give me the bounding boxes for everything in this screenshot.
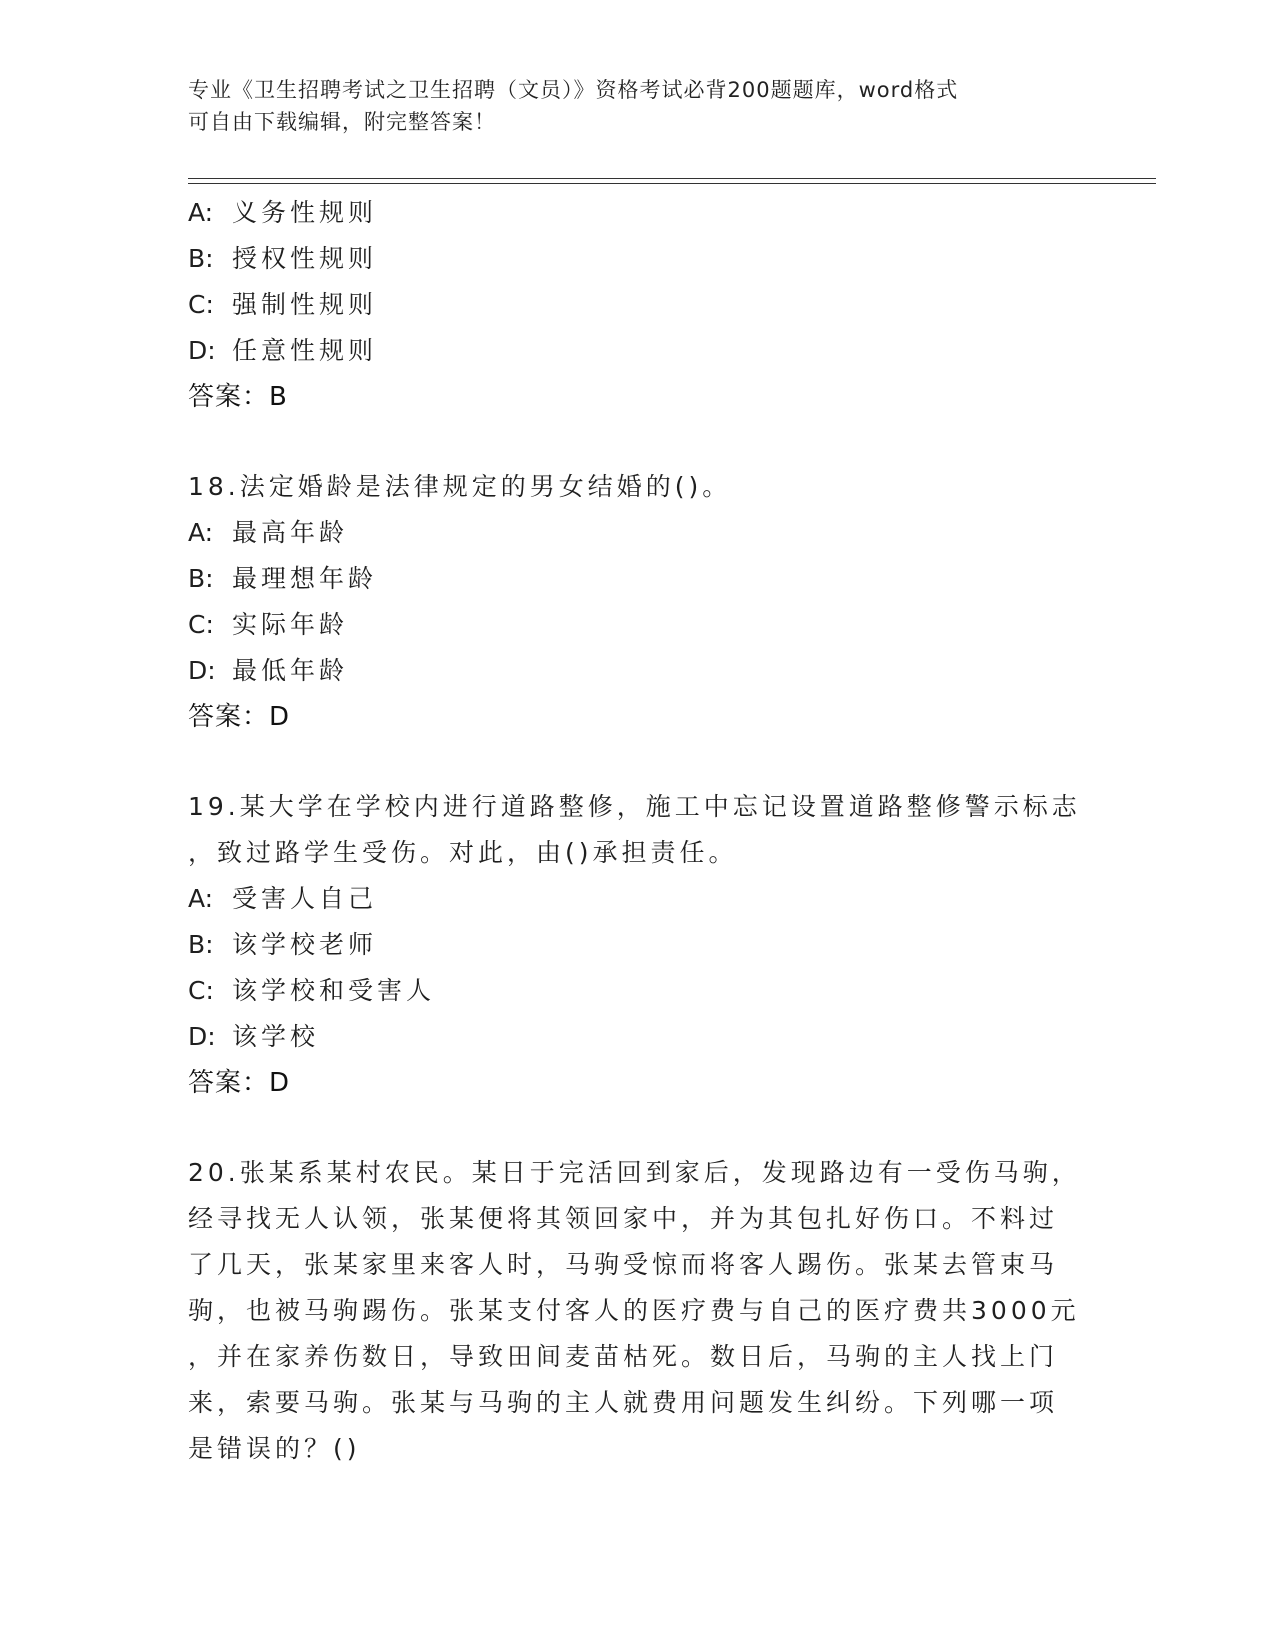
spacer xyxy=(188,1106,1088,1150)
option-a xyxy=(188,510,1088,556)
question-19 xyxy=(188,784,1088,1106)
option-c xyxy=(188,282,1088,328)
option-key: D: xyxy=(188,656,216,685)
answer-line: 答案：D xyxy=(188,702,291,732)
question-17 xyxy=(188,190,1088,420)
option-c xyxy=(188,968,1088,1014)
question-stem-line: ，致过路学生受伤。对此，由()承担责任。 xyxy=(188,838,738,867)
option-key: C: xyxy=(188,290,214,319)
header-line-1: 专业《卫生招聘考试之卫生招聘（文员）》资格考试必背200题题库，word格式 xyxy=(188,78,959,102)
question-list xyxy=(188,190,1088,1472)
header-divider-top xyxy=(188,178,1156,179)
option-key: A: xyxy=(188,518,214,547)
option-text: 实际年龄 xyxy=(232,610,349,639)
option-key: B: xyxy=(188,244,214,273)
question-stem-line: 19.某大学在学校内进行道路整修，施工中忘记设置道路整修警示标志 xyxy=(188,792,1081,821)
header-line-2: 可自由下载编辑，附完整答案！ xyxy=(188,110,496,134)
option-text: 最低年龄 xyxy=(232,656,349,685)
option-c xyxy=(188,602,1088,648)
spacer xyxy=(188,420,1088,464)
option-text: 最高年龄 xyxy=(232,518,349,547)
option-text: 该学校和受害人 xyxy=(232,976,436,1005)
option-b xyxy=(188,236,1088,282)
option-text: 该学校老师 xyxy=(232,930,378,959)
option-text: 强制性规则 xyxy=(232,290,378,319)
option-key: D: xyxy=(188,336,216,365)
option-d xyxy=(188,648,1088,694)
option-key: C: xyxy=(188,976,214,1005)
option-key: B: xyxy=(188,564,214,593)
question-20 xyxy=(188,1150,1088,1472)
question-stem-line: ，并在家养伤数日，导致田间麦苗枯死。数日后，马驹的主人找上门 xyxy=(188,1342,1059,1371)
option-key: A: xyxy=(188,884,214,913)
option-key: C: xyxy=(188,610,214,639)
option-text: 任意性规则 xyxy=(232,336,378,365)
option-key: B: xyxy=(188,930,214,959)
option-b xyxy=(188,922,1088,968)
option-text: 受害人自己 xyxy=(232,884,378,913)
option-d xyxy=(188,1014,1088,1060)
option-key: A: xyxy=(188,198,214,227)
option-key: D: xyxy=(188,1022,216,1051)
question-stem-line: 了几天，张某家里来客人时，马驹受惊而将客人踢伤。张某去管束马 xyxy=(188,1250,1059,1279)
option-a xyxy=(188,876,1088,922)
question-18 xyxy=(188,464,1088,740)
option-a xyxy=(188,190,1088,236)
option-text: 授权性规则 xyxy=(232,244,378,273)
question-stem-line: 来，索要马驹。张某与马驹的主人就费用问题发生纠纷。下列哪一项 xyxy=(188,1388,1059,1417)
question-stem-line: 是错误的？() xyxy=(188,1434,361,1463)
page-header xyxy=(188,74,1088,138)
header-divider-bottom xyxy=(188,183,1156,184)
answer-line: 答案：D xyxy=(188,1068,291,1098)
spacer xyxy=(188,740,1088,784)
question-stem-line: 经寻找无人认领，张某便将其领回家中，并为其包扎好伤口。不料过 xyxy=(188,1204,1059,1233)
question-stem-line: 20.张某系某村农民。某日于完活回到家后，发现路边有一受伤马驹， xyxy=(188,1158,1081,1187)
option-d xyxy=(188,328,1088,374)
option-text: 最理想年龄 xyxy=(232,564,378,593)
question-stem: 18.法定婚龄是法律规定的男女结婚的()。 xyxy=(188,472,732,501)
option-text: 该学校 xyxy=(232,1022,320,1051)
option-text: 义务性规则 xyxy=(232,198,378,227)
answer-line: 答案：B xyxy=(188,382,288,412)
question-stem-line: 驹，也被马驹踢伤。张某支付客人的医疗费与自己的医疗费共3000元 xyxy=(188,1296,1080,1325)
option-b xyxy=(188,556,1088,602)
